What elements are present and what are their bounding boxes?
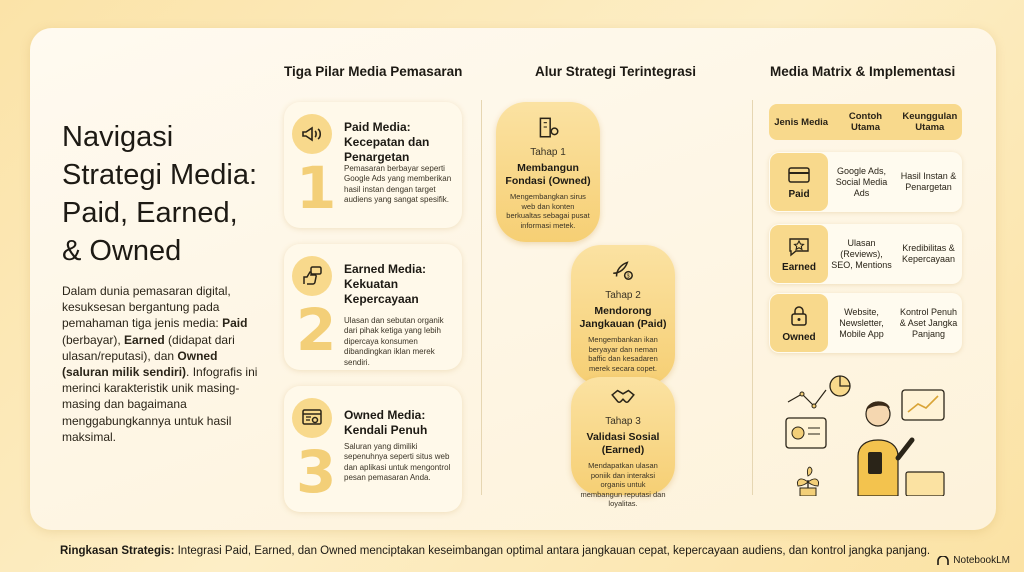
- lock-icon: [788, 304, 810, 328]
- pillar-number: 2: [296, 296, 337, 364]
- matrix-row-earned: [769, 224, 962, 284]
- matrix-type-label: Paid: [788, 188, 810, 200]
- title-line: Navigasi: [62, 121, 174, 153]
- matrix-header-cell: Contoh Utama: [848, 111, 883, 133]
- pillar-card-owned: [284, 386, 462, 512]
- section-title-matrix: Media Matrix & Implementasi: [770, 64, 956, 79]
- matrix-type-label: Earned: [782, 261, 816, 273]
- marketer-illustration: [778, 372, 954, 496]
- matrix-row-paid: [769, 152, 962, 212]
- brand-name: NotebookLM: [953, 555, 1010, 566]
- svg-text:$: $: [626, 273, 630, 280]
- matrix-header-cell: Jenis Media: [774, 116, 829, 128]
- stage-step: Tahap 2: [605, 290, 641, 301]
- stage-step: Tahap 1: [530, 147, 566, 158]
- pillar-desc: Saluran yang dimiliki sepenuhnya seperti situs web dan aplikasi untuk mengontrol pesan pemasaran Anda.: [344, 442, 451, 483]
- stage-desc: Mendapatkan ulasan poniik dan interaksi organis untuk membangun reputasi dan loyalitas.: [580, 461, 666, 508]
- pillar-number: 1: [296, 154, 337, 222]
- matrix-header-cell: Keunggulan Utama: [902, 111, 958, 133]
- stage-desc: Mengembankan ikan beryayar dan neman baffic dan kesadaren merek secara copet.: [588, 335, 658, 373]
- section-title-pillars: Tiga Pilar Media Pemasaran: [284, 64, 463, 79]
- matrix-type-cell: [770, 225, 828, 283]
- matrix-advantage: Kontrol Penuh & Aset Jangka Panjang: [899, 306, 958, 339]
- pillar-desc: Pemasaran berbayar seperti Google Ads yang memberikan hasil instan dengan target audiens yang sangat spesifik.: [344, 164, 452, 205]
- matrix-advantage: Hasil Instan & Penargetan: [900, 171, 957, 192]
- stage-name: Mendorong Jangkauan (Paid): [579, 305, 667, 330]
- pillar-desc: Ulasan dan sebutan organik dari pihak ketiga yang lebih dipercaya konsumen dibandingkan iklan merek sendiri.: [344, 316, 444, 367]
- page-title: [62, 118, 282, 270]
- pillar-card-earned: [284, 244, 462, 370]
- matrix-type-label: Owned: [782, 331, 816, 343]
- footer-summary: Ringkasan Strategis: Integrasi Paid, Earned, dan Owned menciptakan keseimbangan optimal antara jangkauan cepat, kepercayaan audiens, dan kontrol jangka panjang.: [60, 545, 931, 557]
- stage-desc: Mengembangkan sirus web dan konten berkualtas sebagai pusat informasi metek.: [506, 192, 590, 230]
- pillar-title: Paid Media: Kecepatan dan Penargetan: [344, 120, 430, 164]
- intro-paragraph: Dalam dunia pemasaran digital, kesuksesan bergantung pada pemahaman tiga jenis media: Paid (berbayar), Earned (didapat dari ulasan/reputasi), dan Owned (saluran milik sendiri). Infografis ini merinci karakteristik unik masing-masing dan bagaimana menggabungkannya untuk hasil maksimal.: [62, 284, 258, 444]
- divider: [481, 100, 482, 495]
- stage-2: [571, 245, 675, 385]
- section-title-flow: Alur Strategi Terintegrasi: [535, 64, 697, 79]
- matrix-header: [769, 104, 962, 140]
- pillar-title: Earned Media: Kekuatan Kepercayaan: [344, 262, 427, 306]
- handshake-icon: [610, 383, 636, 409]
- matrix-type-cell: [770, 153, 828, 211]
- matrix-advantage: Kredibilitas & Kepercayaan: [901, 243, 956, 264]
- title-line: Strategi Media:: [62, 159, 258, 191]
- divider: [752, 100, 753, 495]
- pillar-number: 3: [296, 438, 337, 506]
- matrix-example: Google Ads, Social Media Ads: [835, 165, 888, 198]
- matrix-example: Ulasan (Reviews), SEO, Mentions: [831, 237, 892, 270]
- notebooklm-logo-icon: [937, 556, 949, 566]
- stage-name: Validasi Sosial (Earned): [586, 431, 660, 456]
- building-gear-icon: [535, 114, 561, 140]
- stage-step: Tahap 3: [605, 416, 641, 427]
- star-chat-icon: [787, 236, 811, 258]
- matrix-type-cell: [770, 294, 828, 352]
- brand-logo: [937, 555, 1010, 566]
- credit-card-icon: [787, 165, 811, 185]
- thumbs-up-chat-icon: [292, 256, 332, 296]
- matrix-example: Website, Newsletter, Mobile App: [839, 306, 884, 339]
- pillar-title: Owned Media: Kendali Penuh: [344, 408, 428, 437]
- megaphone-icon: [292, 114, 332, 154]
- rocket-coin-icon: [610, 257, 636, 283]
- matrix-row-owned: [769, 293, 962, 353]
- title-line: Paid, Earned,: [62, 197, 238, 229]
- stage-name: Membangun Fondasi (Owned): [505, 162, 591, 187]
- pillar-card-paid: [284, 102, 462, 228]
- browser-gear-icon: [292, 398, 332, 438]
- stage-1: [496, 102, 600, 242]
- title-line: & Owned: [62, 235, 182, 267]
- stage-3: [571, 377, 675, 508]
